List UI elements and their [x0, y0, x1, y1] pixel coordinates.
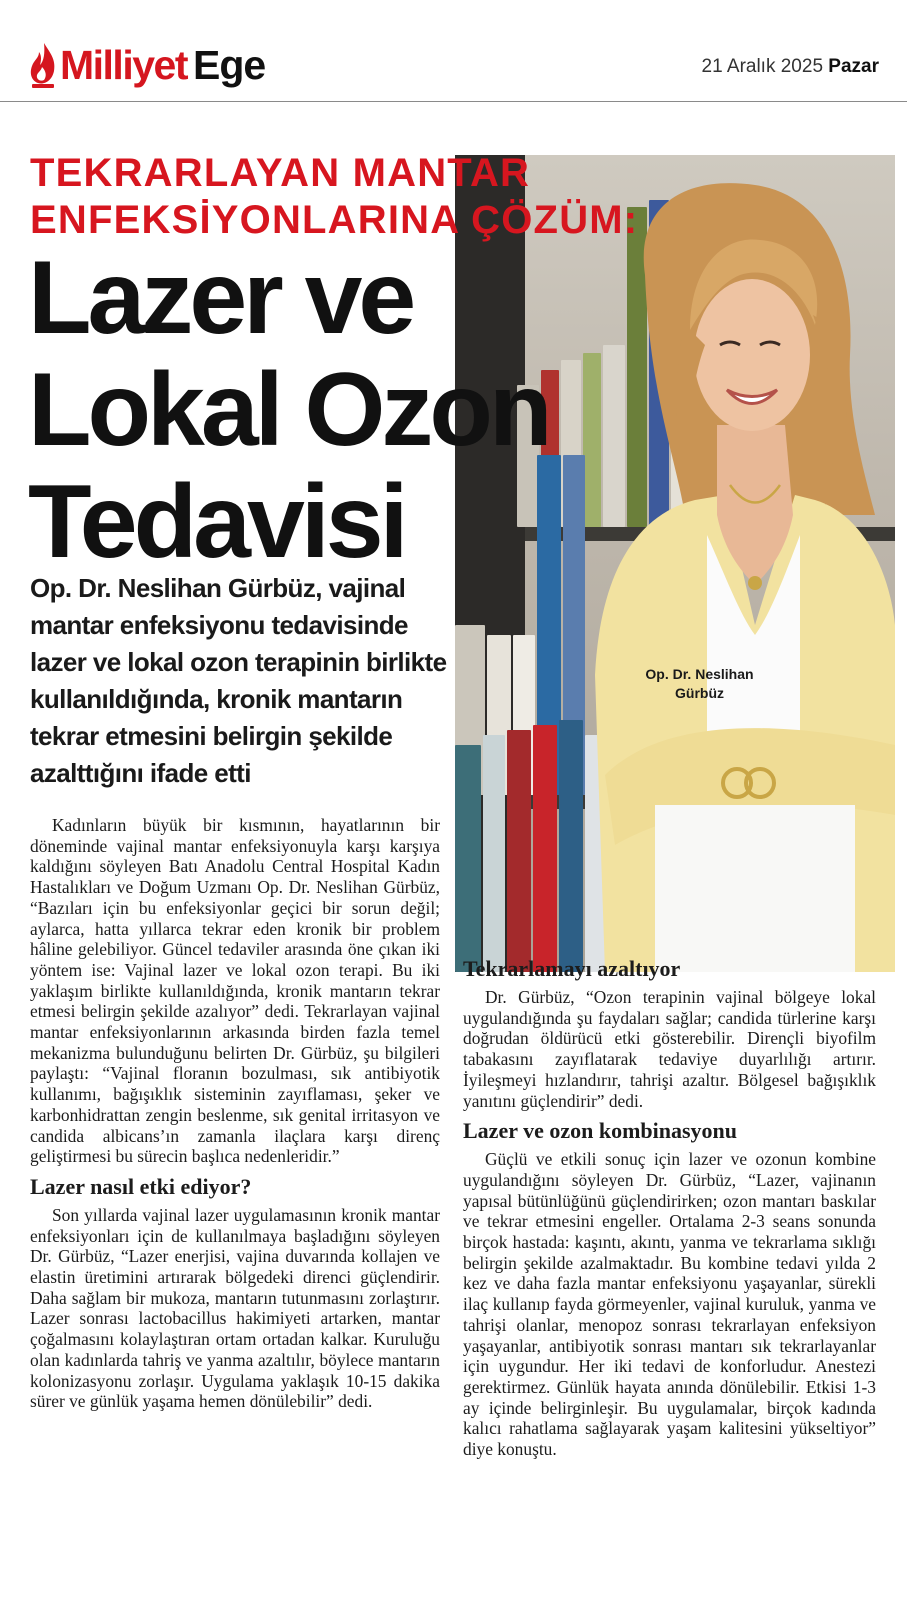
article-kicker: TEKRARLAYAN MANTAR ENFEKSİYONLARINA ÇÖZÜM:	[30, 151, 639, 242]
masthead	[0, 0, 907, 102]
flame-logo-icon	[28, 41, 58, 89]
section-heading: Lazer ve ozon kombinasyonu	[463, 1118, 738, 1144]
article-column-left	[30, 815, 440, 1412]
edition-name: Ege	[192, 41, 266, 88]
photo-caption	[632, 665, 767, 703]
headline-line: Lokal Ozon	[28, 352, 549, 468]
brand-name: Milliyet	[60, 41, 187, 88]
headline-line: Lazer ve	[28, 240, 413, 356]
section-heading: Lazer nasıl etki ediyor?	[30, 1173, 252, 1199]
section-paragraph: Son yıllarda vajinal lazer uygulamasının kronik mantar enfeksiyonları için de kullanılmaya başladığını söyleyen Dr. Gürbüz, “Lazer enerjisi, vajina duvarında kollajen ve elastin üretimini artırarak bölgedeki direnci güçlendirir. Daha sağlam bir mukoza, mantarın tutunmasını zorlaştırır. Lazer sonrası lactobacillus hakimiyeti artarken, mantar çoğalmasını kolaylaştıran ortam ortadan kalkar. Kuruluğu olan kadınlarda tahriş ve yanma azaltılır, böylece mantarın kolonizasyonu zorlaşır. Uygulama yaklaşık 10-15 dakika sürer ve günlük yaşama hemen dönülebilir” dedi.	[30, 1204, 440, 1412]
headline-line: Tedavisi	[28, 464, 405, 580]
milliyet-ege-logo[interactable]	[28, 40, 265, 90]
photo-caption-line: Op. Dr. Neslihan	[645, 666, 754, 682]
section-heading: Tekrarlamayı azaltıyor	[463, 956, 681, 981]
section-paragraph: Dr. Gürbüz, “Ozon terapinin vajinal bölgeye lokal uygulandığında şu faydaları sağlar; candida türlerine karşı doğrudan öldürücü etki gösterebilir. Dirençli biyofilm tabakasını zayıflatarak tedaviye duyarlılığı artırır. İyileşmeyi hızlandırır, tahrişi azaltır. Bölgesel bağışıklık yanıtını güçlendirir” dedi.	[463, 987, 876, 1111]
section-paragraph: Güçlü ve etkili sonuç için lazer ve ozonun kombine uygulandığını söyleyen Dr. Gürbüz, “Lazer, vajinanın yapısal bütünlüğünü güçlendirirken; ozon mantarı baskılar ve tekrar etmesini engeller. Ortalama 2-3 seans sonunda birçok hastada: kaşıntı, akıntı, yanma ve tekrarlama sıklığı belirgin şekilde azalmaktadır. Bu kombine tedavi yılda 2 kez ve daha fazla mantar enfeksiyonu yaşayanlar, sürekli ilaç kullanıp fayda görmeyenler, vajinal kuruluk, yanma ve tahrişi olanlar, menopoz sonrası tekrarlayan enfeksiyon yaşayanlar, antibiyotik sonrası mantarı sık tekrarlayanlar için uygundur. Her iki tedavi de konforludur. Anestezi gerektirmez. Günlük hayata anında dönülebilir. Etkisi 1-3 ay içinde belirginleşir. Bu uygulamalar, birçok kadında kalıcı rahatlama sağlayarak yaşam kalitesini yükseltiyor” diye konuştu.	[463, 1149, 876, 1460]
article-headline	[28, 242, 608, 578]
dateline	[702, 56, 879, 78]
masthead-divider	[0, 101, 907, 102]
issue-weekday: Pazar	[828, 56, 879, 77]
intro-paragraph: Kadınların büyük bir kısmının, hayatlarının bir döneminde vajinal mantar enfeksiyonuyla karşı karşıya kaldığını söyleyen Batı Anadolu Central Hospital Kadın Hastalıkları ve Doğum Uzmanı Op. Dr. Neslihan Gürbüz, “Bazıları için bu enfeksiyonlar geçici bir sorun değil; aylarca, hatta yıllarca tekrar eden kronik bir problem hâline gelebiliyor. Güncel tedaviler arasında öne çıkan iki yöntem ise: Vajinal lazer ve lokal ozon terapi. Bu iki yaklaşım birlikte kullanıldığında, kronik mantarın tekrar etmesi belirgin şekilde azalıyor” dedi. Tekrarlayan vajinal mantar enfeksiyonlarının arkasında birden fazla temel mekanizma bulunduğunu belirten Dr. Gürbüz, şu bilgileri paylaştı: “Vajinal floranın bozulması, sık antibiyotik kullanımı, bağışıklık sisteminin zayıflaması, şeker ve karbonhidrattan zengin beslenme, sık genital irritasyon ve candida albicans’ın zamanla ilaçlara karşı direnç geliştirmesi bu sürecin başlıca nedenleridir.”	[30, 815, 440, 1167]
article-column-right	[463, 955, 876, 1460]
photo-caption-line: Gürbüz	[675, 685, 724, 701]
article-deck: Op. Dr. Neslihan Gürbüz, vajinal mantar enfeksiyonu tedavisinde lazer ve lokal ozon terapinin birlikte kullanıldığında, kronik mantarın tekrar etmesini belirgin şekilde azalttığını ifade etti	[30, 573, 447, 788]
issue-date: 21 Aralık 2025	[701, 56, 824, 77]
